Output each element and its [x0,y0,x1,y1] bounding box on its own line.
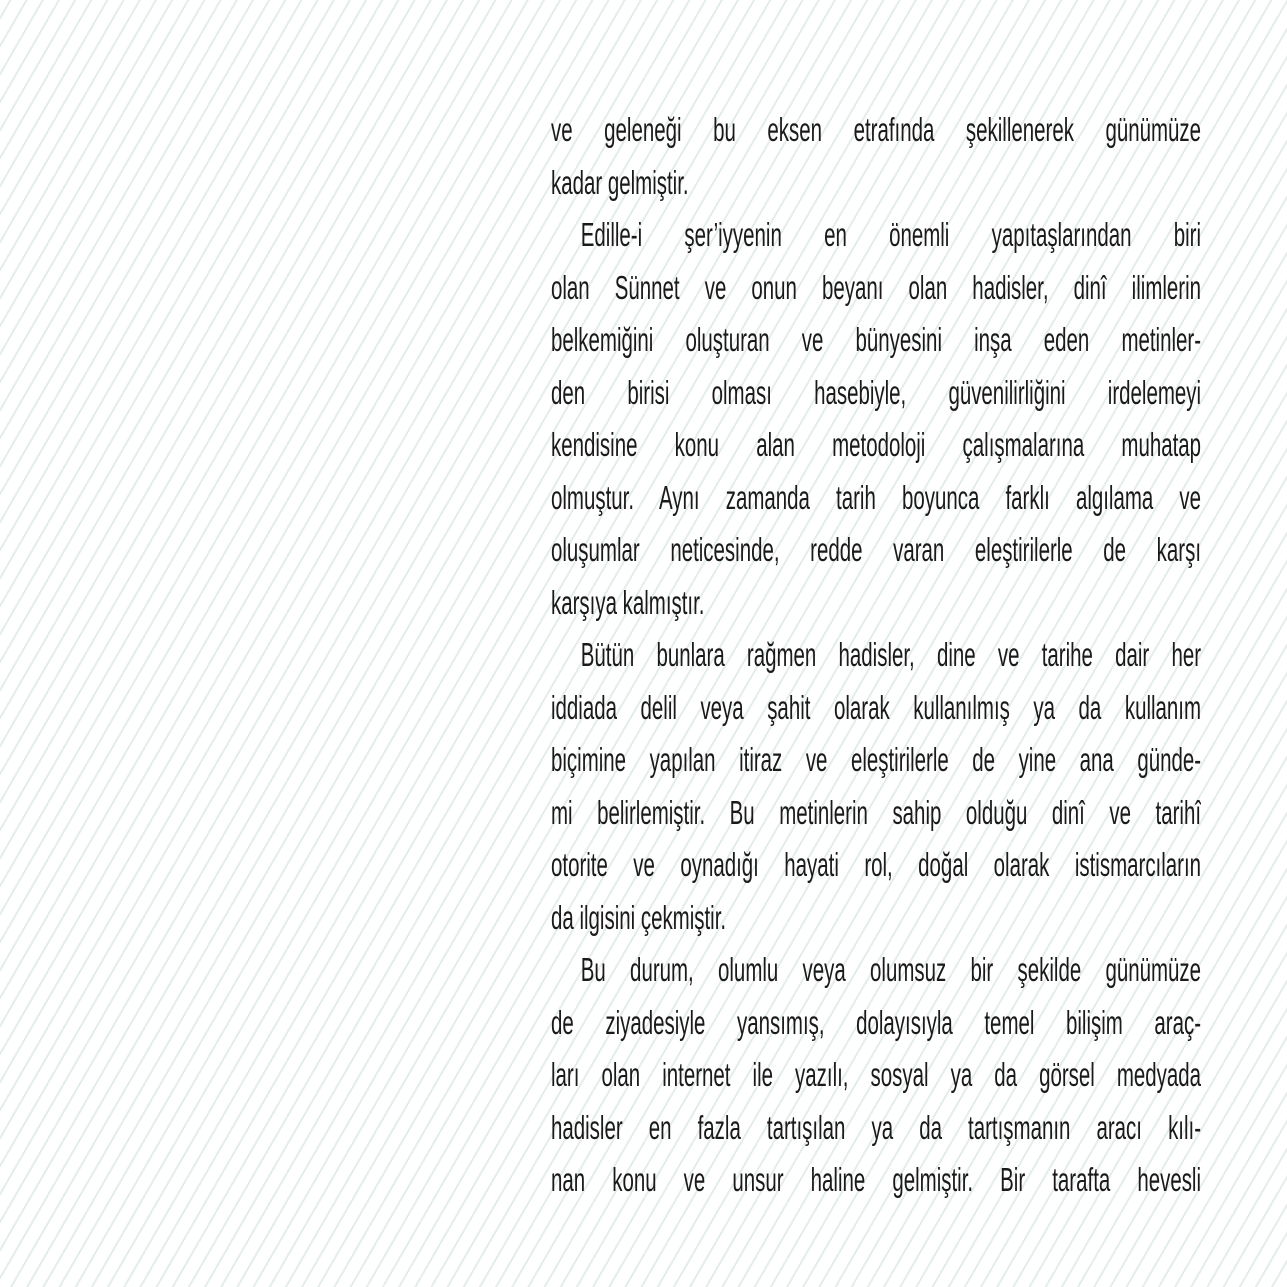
text-line-content: mi belirlemiştir. Bu metinlerin sahip olduğu dinî ve tarihî [551,793,1201,831]
text-line [551,524,1201,577]
text-line-content: Bütün bunlara rağmen hadisler, dine ve tarihe dair her [580,636,1201,673]
text-column [551,104,1201,1207]
text-line [551,419,1201,472]
text-line [551,104,1201,157]
text-line-content: de ziyadesiyle yansımış, dolayısıyla temel bilişim araç- [551,1003,1201,1041]
text-line-content: Edille-i şer’iyyenin en önemli yapıtaşlarından biri [580,216,1201,253]
text-line [551,787,1201,840]
text-line-content: karşıya kalmıştır. [551,583,705,621]
text-line [551,892,1201,945]
text-line [551,157,1201,210]
text-line-content: olan Sünnet ve onun beyanı olan hadisler, dinî ilimlerin [551,268,1201,306]
text-line-content: biçimine yapılan itiraz ve eleştirilerle de yine ana günde- [551,741,1201,778]
text-line-content: kendisine konu alan metodoloji çalışmalarına muhatap [551,426,1201,463]
text-line-content: iddiada delil veya şahit olarak kullanılmış ya da kullanım [551,688,1201,726]
text-line [551,734,1201,787]
text-line-content: belkemiğini oluşturan ve bünyesini inşa eden metinler- [551,321,1201,358]
text-line [551,997,1201,1050]
text-line-content: olmuştur. Aynı zamanda tarih boyunca farklı algılama ve [551,478,1201,516]
text-line [551,262,1201,315]
text-line [551,209,1201,262]
text-line [551,367,1201,420]
text-line [551,1102,1201,1155]
text-line-content: kadar gelmiştir. [551,163,689,201]
text-line-content: da ilgisini çekmiştir. [551,898,727,936]
text-line-content: oluşumlar neticesinde, redde varan eleştirilerle de karşı [551,531,1201,568]
text-line [551,314,1201,367]
text-line [551,629,1201,682]
text-line-content: otorite ve oynadığı hayati rol, doğal olarak istismarcıların [551,846,1201,883]
text-line [551,472,1201,525]
text-line-content: nan konu ve unsur haline gelmiştir. Bir tarafta hevesli [551,1161,1201,1198]
text-line-content: Bu durum, olumlu veya olumsuz bir şekilde günümüze [580,951,1201,988]
text-line [551,1154,1201,1207]
text-line-content: ve geleneği bu eksen etrafında şekillenerek günümüze [551,111,1201,148]
text-line [551,577,1201,630]
text-line [551,944,1201,997]
text-line-content: den birisi olması hasebiyle, güvenilirliğini irdelemeyi [551,373,1201,411]
text-line-content: hadisler en fazla tartışılan ya da tartışmanın aracı kılı- [551,1108,1201,1146]
text-line [551,1049,1201,1102]
text-line [551,682,1201,735]
text-line-content: ları olan internet ile yazılı, sosyal ya da görsel medyada [551,1056,1201,1093]
text-line [551,839,1201,892]
